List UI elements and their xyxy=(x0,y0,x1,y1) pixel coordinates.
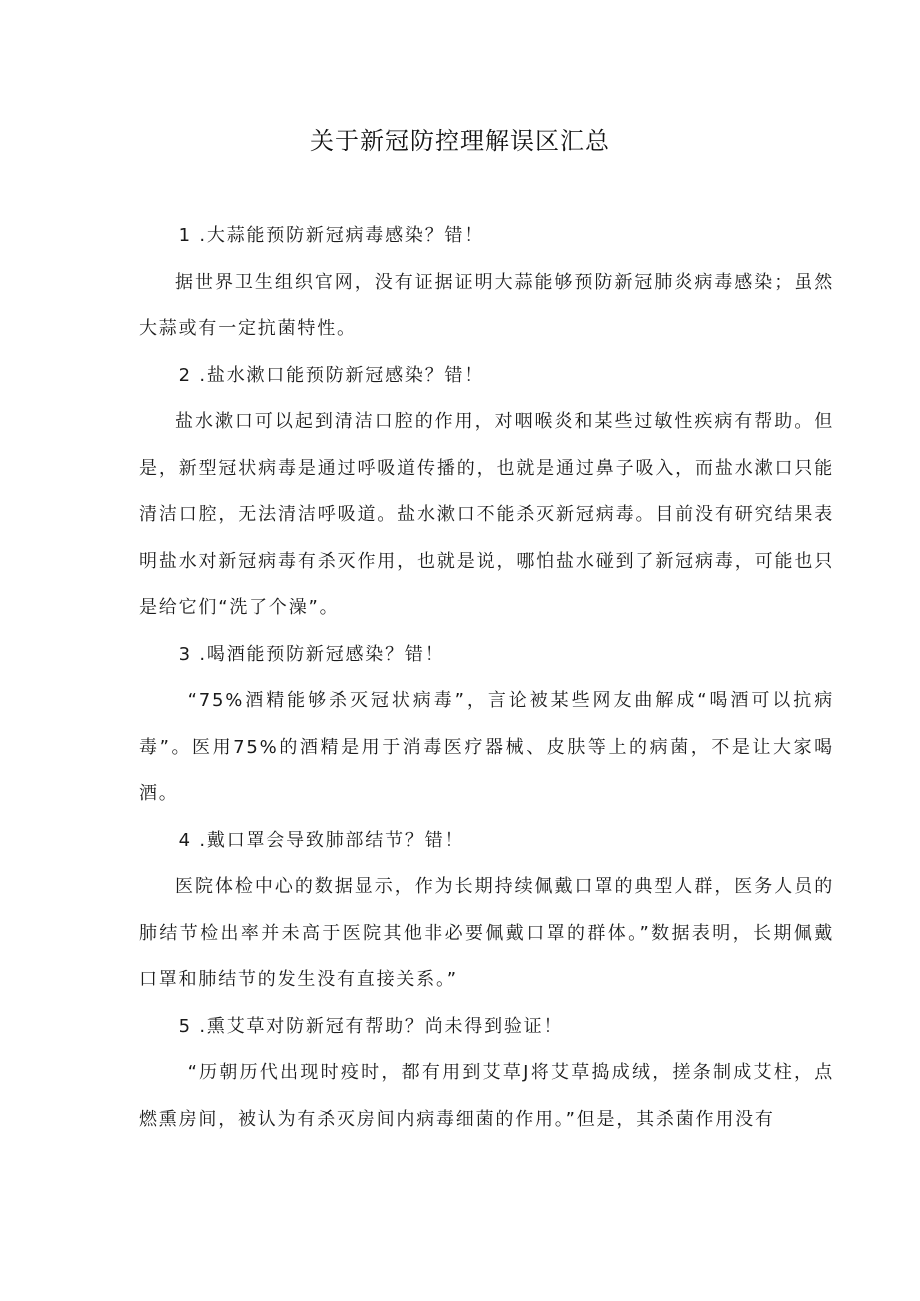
section-3-heading: 3 .喝酒能预防新冠感染？错！ xyxy=(178,643,445,665)
section-4-body: 医院体检中心的数据显示，作为长期持续佩戴口罩的典型人群，医务人员的肺结节检出率并未高于医院其他非必要佩戴口罩的群体。”数据表明，长期佩戴口罩和肺结节的发生没有直接关系。” xyxy=(139,876,834,990)
section-2-body: 盐水漱口可以起到清洁口腔的作用，对咽喉炎和某些过敏性疾病有帮助。但是，新型冠状病毒是通过呼吸道传播的，也就是通过鼻子吸入，而盐水漱口只能清洁口腔，无法清洁呼吸道。盐水漱口不能杀灭新冠病毒。目前没有研究结果表明盐水对新冠病毒有杀灭作用，也就是说，哪怕盐水碰到了新冠病毒，可能也只是给它们“洗了个澡”。 xyxy=(139,411,834,618)
section-5-body: “历朝历代出现时疫时，都有用到艾草J将艾草捣成绒，搓条制成艾柱，点燃熏房间，被认为有杀灭房间内病毒细菌的作用。”但是，其杀菌作用没有 xyxy=(139,1062,834,1130)
section-3-body: “75%酒精能够杀灭冠状病毒”，言论被某些网友曲解成“喝酒可以抗病毒”。医用75%的酒精是用于消毒医疗器械、皮肤等上的病菌，不是让大家喝酒。 xyxy=(139,690,834,804)
section-1-body: 据世界卫生组织官网，没有证据证明大蒜能够预防新冠肺炎病毒感染；虽然大蒜或有一定抗菌特性。 xyxy=(139,271,834,339)
document-body xyxy=(139,213,834,1143)
section-5-heading: 5 .熏艾草对防新冠有帮助？尚未得到验证！ xyxy=(178,1015,564,1037)
section-4-heading: 4 .戴口罩会导致肺部结节？错！ xyxy=(178,829,465,851)
section-2-heading: 2 .盐水漱口能预防新冠感染？错！ xyxy=(178,364,485,386)
section-1-heading: 1 .大蒜能预防新冠病毒感染？错！ xyxy=(178,225,485,246)
page-title: 关于新冠防控理解误区汇总 xyxy=(310,127,610,155)
